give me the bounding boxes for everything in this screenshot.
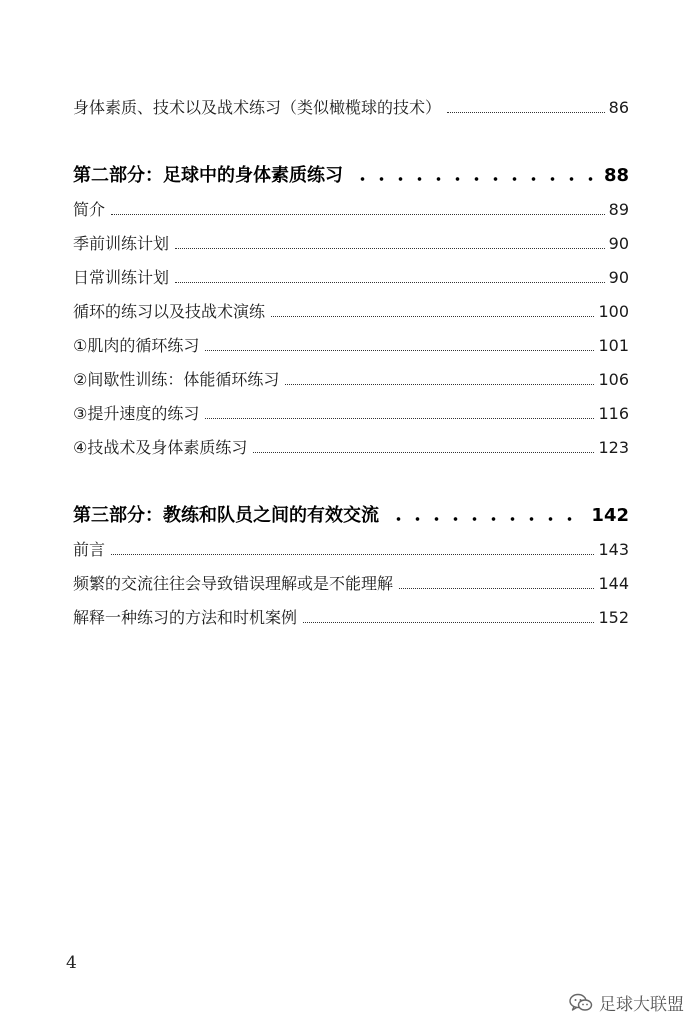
toc-entry	[73, 228, 629, 254]
toc-entry	[73, 602, 629, 628]
toc-entry	[73, 262, 629, 288]
dot-leader	[389, 516, 585, 522]
toc-entry-page: 123	[598, 438, 629, 457]
dot-leader	[271, 315, 594, 317]
toc-entry-title: 简介	[73, 200, 106, 219]
toc-entry-title: 频繁的交流往往会导致错误理解或是不能理解	[73, 574, 394, 593]
toc-entry-page: 86	[608, 98, 629, 117]
toc-part-title: 第二部分：足球中的身体素质练习	[73, 165, 343, 186]
toc-entry-page: 101	[598, 336, 629, 355]
toc-entry-page: 116	[598, 404, 629, 423]
dot-leader	[447, 111, 605, 113]
toc-entry-page: 89	[608, 200, 629, 219]
toc-entry	[73, 534, 629, 560]
toc-entry-title: 身体素质、技术以及战术练习（类似橄榄球的技术）	[73, 98, 442, 117]
dot-leader	[303, 621, 594, 623]
dot-leader	[111, 213, 605, 215]
toc-entry-title: 循环的练习以及技战术演练	[73, 302, 266, 321]
toc-entry	[73, 194, 629, 220]
dot-leader	[175, 281, 605, 283]
watermark	[569, 990, 684, 1015]
toc-part-heading	[73, 500, 629, 526]
wechat-icon	[569, 993, 593, 1013]
toc-entry	[73, 364, 629, 390]
toc-entry	[73, 92, 629, 118]
toc-entry-page: 100	[598, 302, 629, 321]
toc-entry-page: 90	[608, 234, 629, 253]
toc-entry-title: ①肌肉的循环练习	[73, 336, 200, 355]
toc-entry-title: ④技战术及身体素质练习	[73, 438, 248, 457]
toc-entry	[73, 568, 629, 594]
dot-leader	[175, 247, 605, 249]
watermark-text: 足球大联盟	[599, 995, 684, 1015]
toc-entry-title: ③提升速度的练习	[73, 404, 200, 423]
toc-entry-page: 106	[598, 370, 629, 389]
toc-part-title: 第三部分：教练和队员之间的有效交流	[73, 505, 379, 526]
page-number: 4	[66, 953, 77, 973]
toc-entry-title: ②间歇性训练：体能循环练习	[73, 370, 280, 389]
toc-entry-title: 季前训练计划	[73, 234, 170, 253]
dot-leader	[205, 349, 594, 351]
toc-entry-page: 152	[598, 608, 629, 627]
dot-leader	[285, 383, 594, 385]
toc-part-heading	[73, 160, 629, 186]
dot-leader	[111, 553, 594, 555]
toc-entry	[73, 296, 629, 322]
toc-entry	[73, 432, 629, 458]
toc-entry-page: 144	[598, 574, 629, 593]
toc-entry	[73, 330, 629, 356]
toc-entry-title: 解释一种练习的方法和时机案例	[73, 608, 298, 627]
toc-part-page: 88	[603, 165, 629, 186]
dot-leader	[353, 176, 598, 182]
dot-leader	[205, 417, 594, 419]
dot-leader	[253, 451, 594, 453]
dot-leader	[399, 587, 594, 589]
toc-entry-page: 143	[598, 540, 629, 559]
toc-entry	[73, 398, 629, 424]
toc-entry-title: 日常训练计划	[73, 268, 170, 287]
toc-part-page: 142	[591, 505, 629, 526]
toc-entry-page: 90	[608, 268, 629, 287]
toc-entry-title: 前言	[73, 540, 106, 559]
